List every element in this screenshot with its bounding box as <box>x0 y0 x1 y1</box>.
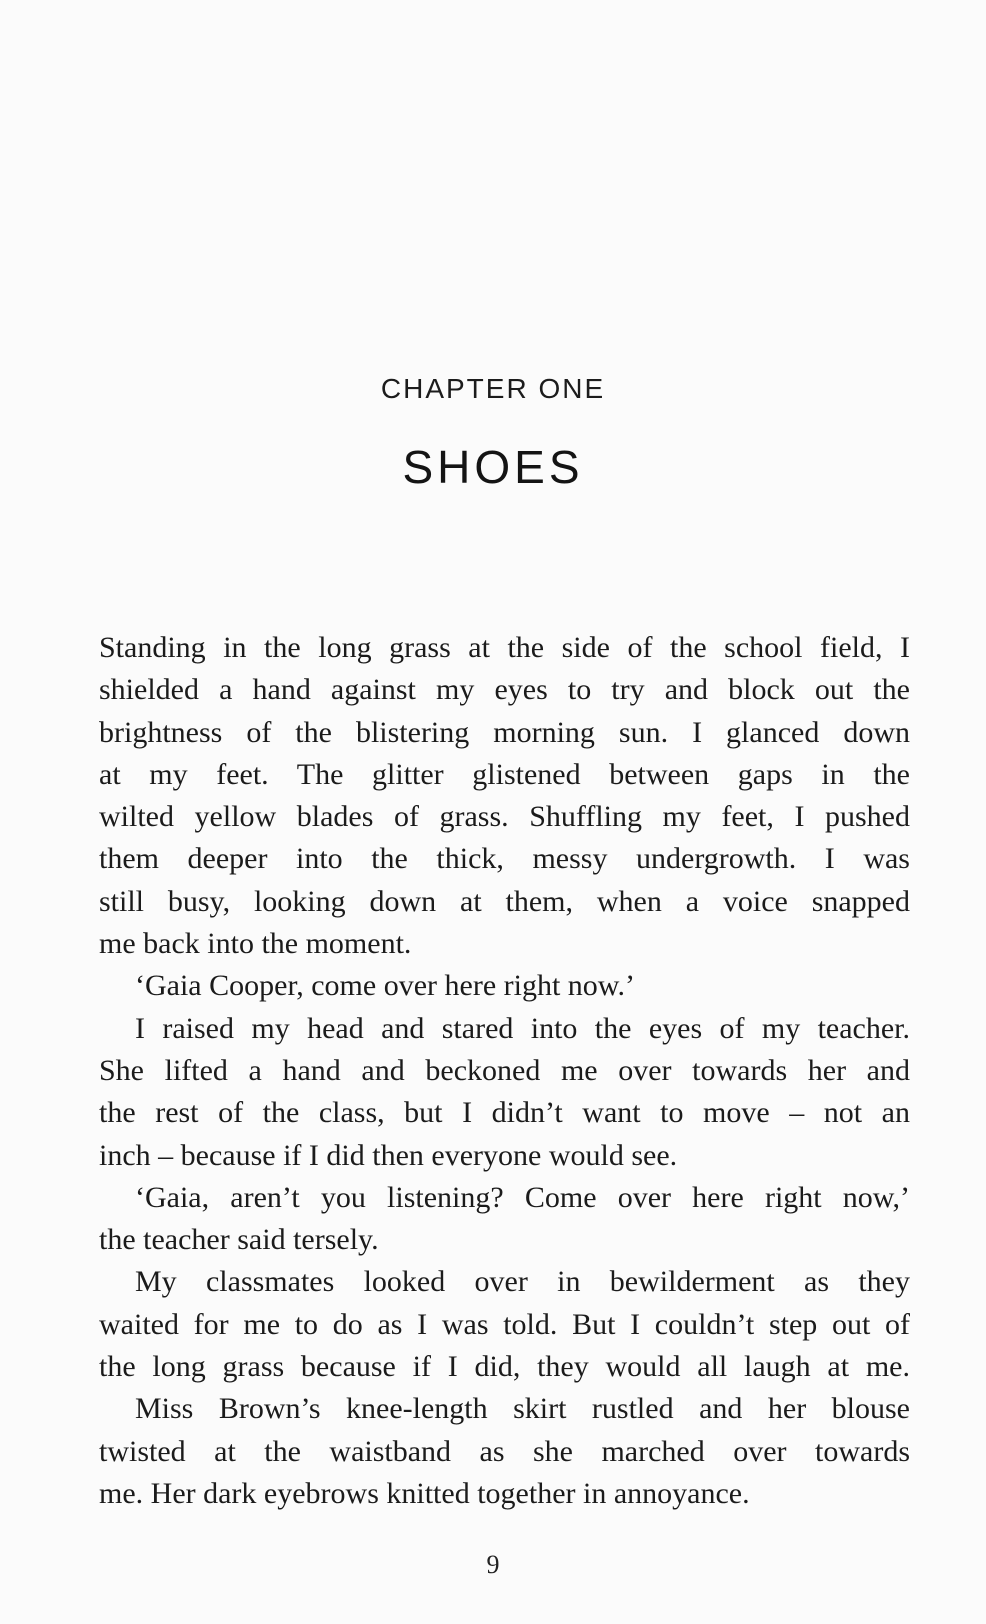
text-line: waited for me to do as I was told. But I couldn’t step out of <box>99 1307 910 1341</box>
text-line: the teacher said tersely. <box>99 1223 379 1257</box>
text-line: My classmates looked over in bewilderment as they <box>135 1265 910 1299</box>
text-line: She lifted a hand and beckoned me over towards her and <box>99 1053 910 1087</box>
text-line: brightness of the blistering morning sun. I glanced down <box>99 715 910 749</box>
body-text <box>99 627 910 1515</box>
text-line: the rest of the class, but I didn’t want to move – not an <box>99 1096 910 1130</box>
text-line: shielded a hand against my eyes to try and block out the <box>99 673 910 707</box>
text-line: I raised my head and stared into the eyes of my teacher. <box>135 1011 910 1045</box>
text-line: ‘Gaia Cooper, come over here right now.’ <box>135 969 635 1003</box>
text-line: Miss Brown’s knee-length skirt rustled and her blouse <box>135 1392 910 1426</box>
text-line: them deeper into the thick, messy undergrowth. I was <box>99 842 910 876</box>
text-line: at my feet. The glitter glistened between gaps in the <box>99 757 910 791</box>
text-line: me. Her dark eyebrows knitted together in annoyance. <box>99 1476 750 1510</box>
page-number: 9 <box>486 1550 500 1579</box>
text-line: wilted yellow blades of grass. Shuffling my feet, I pushed <box>99 800 910 834</box>
chapter-title: SHOES <box>402 441 584 493</box>
text-line: the long grass because if I did, they would all laugh at me. <box>99 1350 910 1384</box>
text-line: twisted at the waistband as she marched over towards <box>99 1434 910 1468</box>
text-line: still busy, looking down at them, when a voice snapped <box>99 884 910 918</box>
text-line: me back into the moment. <box>99 927 412 961</box>
chapter-label: CHAPTER ONE <box>380 373 606 404</box>
text-line: Standing in the long grass at the side of the school field, I <box>99 631 910 664</box>
text-line: ‘Gaia, aren’t you listening? Come over here right now,’ <box>135 1180 910 1214</box>
text-line: inch – because if I did then everyone would see. <box>99 1138 678 1172</box>
